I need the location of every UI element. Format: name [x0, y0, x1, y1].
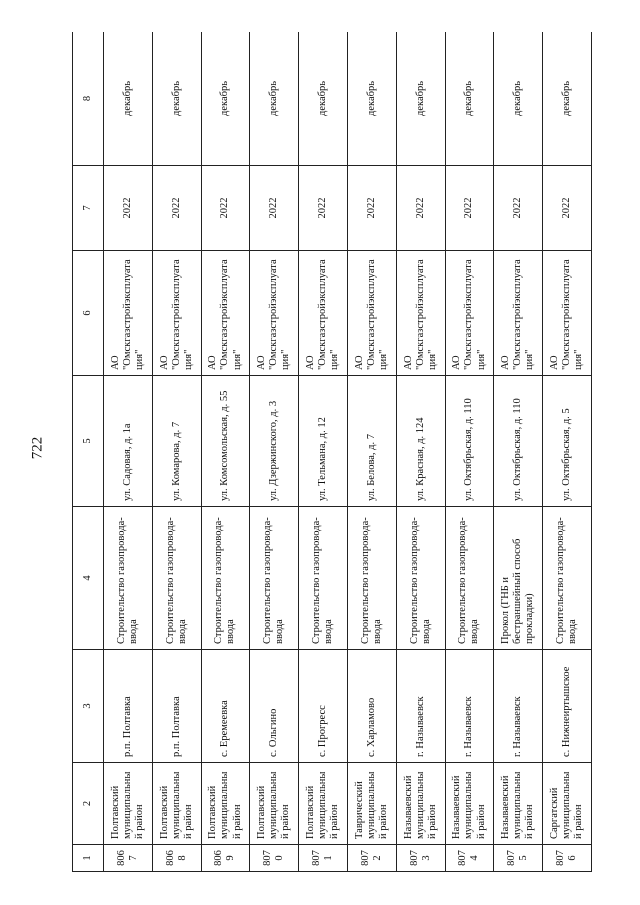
table-row: [445, 32, 494, 872]
year-cell: 2022: [494, 166, 543, 251]
address-cell: ул. Белова, д. 7: [347, 376, 396, 507]
work-type-cell: Строительство газопровода-ввода: [152, 507, 201, 650]
work-type-cell: Строительство газопровода-ввода: [445, 507, 494, 650]
work-type-cell: Строительство газопровода-ввода: [543, 507, 592, 650]
contractor-cell: АО "Омскгазстройэксплуатация": [347, 251, 396, 376]
district-cell: Полтавский муниципальный район: [201, 763, 250, 845]
address-cell: ул. Октябрьская, д. 110: [494, 376, 543, 507]
contractor-cell: АО "Омскгазстройэксплуатация": [396, 251, 445, 376]
col-header-2: 2: [73, 763, 104, 845]
district-cell: Называевский муниципальный район: [494, 763, 543, 845]
month-cell: декабрь: [250, 32, 299, 166]
address-cell: ул. Комарова, д. 7: [152, 376, 201, 507]
row-number: 8075: [494, 845, 543, 872]
table-row: [396, 32, 445, 872]
row-number: 8068: [152, 845, 201, 872]
contractor-cell: АО "Омскгазстройэксплуатация": [152, 251, 201, 376]
month-cell: декабрь: [299, 32, 348, 166]
table-row: [347, 32, 396, 872]
work-type-cell: Строительство газопровода-ввода: [396, 507, 445, 650]
district-cell: Саргатский муниципальный район: [543, 763, 592, 845]
year-cell: 2022: [543, 166, 592, 251]
col-header-8: 8: [73, 32, 104, 166]
table-row: [152, 32, 201, 872]
row-number: 8070: [250, 845, 299, 872]
year-cell: 2022: [250, 166, 299, 251]
month-cell: декабрь: [347, 32, 396, 166]
contractor-cell: АО "Омскгазстройэксплуатация": [104, 251, 153, 376]
month-cell: декабрь: [104, 32, 153, 166]
table-row: [201, 32, 250, 872]
page-number: 722: [29, 436, 46, 460]
work-type-cell: Строительство газопровода-ввода: [250, 507, 299, 650]
district-cell: Полтавский муниципальный район: [299, 763, 348, 845]
col-header-7: 7: [73, 166, 104, 251]
year-cell: 2022: [347, 166, 396, 251]
contractor-cell: АО "Омскгазстройэксплуатация": [445, 251, 494, 376]
address-cell: ул. Садовая, д. 1а: [104, 376, 153, 507]
year-cell: 2022: [299, 166, 348, 251]
month-cell: декабрь: [543, 32, 592, 166]
gas-work-table: [72, 32, 592, 872]
contractor-cell: АО "Омскгазстройэксплуатация": [201, 251, 250, 376]
year-cell: 2022: [445, 166, 494, 251]
month-cell: декабрь: [445, 32, 494, 166]
month-cell: декабрь: [152, 32, 201, 166]
settlement-cell: г. Называевск: [494, 650, 543, 763]
work-type-cell: Прокол (ГНБ и бестраншейный способ прокладки): [494, 507, 543, 650]
work-type-cell: Строительство газопровода-ввода: [201, 507, 250, 650]
settlement-cell: с. Прогресс: [299, 650, 348, 763]
address-cell: ул. Октябрьская, д. 110: [445, 376, 494, 507]
work-type-cell: Строительство газопровода-ввода: [299, 507, 348, 650]
settlement-cell: р.п. Полтавка: [152, 650, 201, 763]
row-number: 8071: [299, 845, 348, 872]
settlement-cell: г. Называевск: [396, 650, 445, 763]
settlement-cell: р.п. Полтавка: [104, 650, 153, 763]
month-cell: декабрь: [201, 32, 250, 166]
table-row: [299, 32, 348, 872]
settlement-cell: с. Ольгино: [250, 650, 299, 763]
address-cell: ул. Тельмана, д. 12: [299, 376, 348, 507]
row-number: 8076: [543, 845, 592, 872]
table-row: [543, 32, 592, 872]
table-rotation-frame: [72, 32, 592, 872]
col-header-3: 3: [73, 650, 104, 763]
address-cell: ул. Дзержинского, д. 3: [250, 376, 299, 507]
address-cell: ул. Октябрьская, д. 5: [543, 376, 592, 507]
address-cell: ул. Комсомольская, д. 55: [201, 376, 250, 507]
row-number: 8074: [445, 845, 494, 872]
row-number: 8073: [396, 845, 445, 872]
work-type-cell: Строительство газопровода-ввода: [104, 507, 153, 650]
col-header-1: 1: [73, 845, 104, 872]
district-cell: Называевский муниципальный район: [445, 763, 494, 845]
year-cell: 2022: [201, 166, 250, 251]
district-cell: Называевский муниципальный район: [396, 763, 445, 845]
row-number: 8072: [347, 845, 396, 872]
year-cell: 2022: [104, 166, 153, 251]
work-type-cell: Строительство газопровода-ввода: [347, 507, 396, 650]
table-row: [250, 32, 299, 872]
contractor-cell: АО "Омскгазстройэксплуатация": [494, 251, 543, 376]
month-cell: декабрь: [396, 32, 445, 166]
district-cell: Полтавский муниципальный район: [250, 763, 299, 845]
month-cell: декабрь: [494, 32, 543, 166]
district-cell: Таврический муниципальный район: [347, 763, 396, 845]
col-header-6: 6: [73, 251, 104, 376]
settlement-cell: с. Харламово: [347, 650, 396, 763]
row-number: 8069: [201, 845, 250, 872]
district-cell: Полтавский муниципальный район: [152, 763, 201, 845]
settlement-cell: с. Нижнеиртышское: [543, 650, 592, 763]
header-row: [73, 32, 104, 872]
settlement-cell: г. Называевск: [445, 650, 494, 763]
district-cell: Полтавский муниципальный район: [104, 763, 153, 845]
table-row: [494, 32, 543, 872]
row-number: 8067: [104, 845, 153, 872]
gas-work-table-wrapper: [72, 32, 592, 872]
year-cell: 2022: [152, 166, 201, 251]
table-row: [104, 32, 153, 872]
contractor-cell: АО "Омскгазстройэксплуатация": [299, 251, 348, 376]
col-header-5: 5: [73, 376, 104, 507]
col-header-4: 4: [73, 507, 104, 650]
contractor-cell: АО "Омскгазстройэксплуатация": [543, 251, 592, 376]
address-cell: ул. Красная, д. 124: [396, 376, 445, 507]
year-cell: 2022: [396, 166, 445, 251]
settlement-cell: с. Еремеевка: [201, 650, 250, 763]
contractor-cell: АО "Омскгазстройэксплуатация": [250, 251, 299, 376]
